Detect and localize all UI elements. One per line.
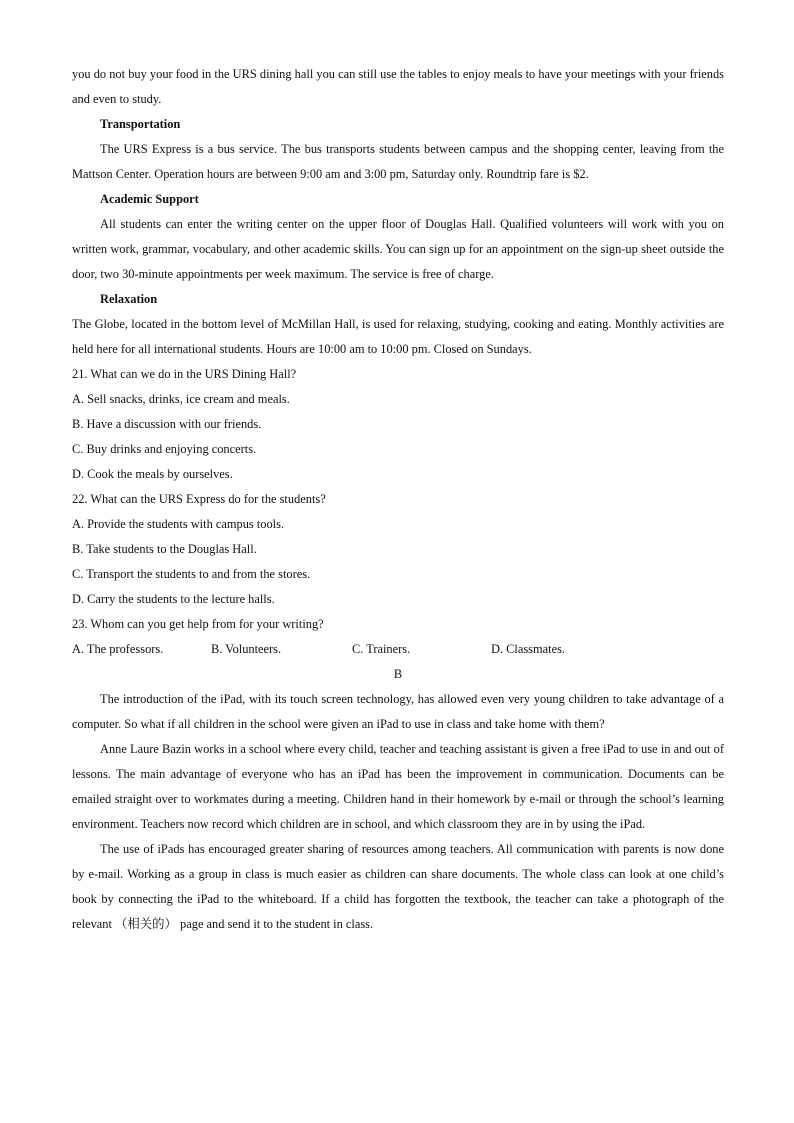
option-a: A. The professors. [72, 642, 164, 656]
passage-b-paragraph: The introduction of the iPad, with its touch screen technology, has allowed even very young children to take advantage of a computer. So what if all children in the school were given an iPad to use in class and take home with them? [72, 692, 724, 731]
option-c: C. Trainers. [352, 642, 411, 656]
question-stem: 21. What can we do in the URS Dining Hall? [72, 367, 297, 381]
passage-b-paragraph: The use of iPads has encouraged greater sharing of resources among teachers. All communication with parents is now done by e-mail. Working as a group in class is much easier as children can share documents. The whole class can look at one child’s book by connecting the iPad to the whiteboard. If a child has forgotten the textbook, the teacher can take a photograph of the relevant （相关的） page and send it to the student in class. [72, 842, 724, 931]
passage-a-intro: you do not buy your food in the URS dining hall you can still use the tables to enjoy meals to have your meetings with your friends and even to study. [72, 67, 724, 106]
option-b: B. Have a discussion with our friends. [72, 417, 262, 431]
section-text-transportation: The URS Express is a bus service. The bus transports students between campus and the shopping center, leaving from the Mattson Center. Operation hours are between 9:00 am and 3:00 pm, Saturday only. Roundtrip fare is $2. [72, 142, 724, 181]
passage-b-paragraph: Anne Laure Bazin works in a school where every child, teacher and teaching assistant is given a free iPad to use in and out of lessons. The main advantage of everyone who has an iPad has been the improvement in communication. Documents can be emailed straight over to workmates during a meeting. Children hand in their homework by e-mail or through the school’s learning environment. Teachers now record which children are in school, and which classroom they are in by using the iPad. [72, 742, 724, 831]
section-text-relaxation: The Globe, located in the bottom level of McMillan Hall, is used for relaxing, studying, cooking and eating. Monthly activities are held here for all international students. Hours are 10:00 am to 10:00 pm. Closed on Sundays. [72, 317, 724, 356]
option-c: C. Transport the students to and from the stores. [72, 567, 311, 581]
option-d: D. Cook the meals by ourselves. [72, 467, 233, 481]
question-stem: 22. What can the URS Express do for the students? [72, 492, 326, 506]
option-a: A. Provide the students with campus tools. [72, 517, 285, 531]
question-21 [72, 362, 724, 487]
question-22 [72, 487, 724, 612]
option-b: B. Take students to the Douglas Hall. [72, 542, 257, 556]
question-stem: 23. Whom can you get help from for your writing? [72, 617, 324, 631]
document-page [72, 62, 724, 937]
passage-b-label: B [393, 667, 403, 681]
section-heading-relaxation: Relaxation [100, 292, 158, 306]
options-row [72, 637, 724, 662]
option-b: B. Volunteers. [211, 642, 282, 656]
question-23 [72, 612, 724, 662]
option-c: C. Buy drinks and enjoying concerts. [72, 442, 257, 456]
option-a: A. Sell snacks, drinks, ice cream and meals. [72, 392, 290, 406]
section-heading-academic-support: Academic Support [100, 192, 199, 206]
section-heading-transportation: Transportation [100, 117, 181, 131]
option-d: D. Classmates. [491, 642, 565, 656]
option-d: D. Carry the students to the lecture halls. [72, 592, 275, 606]
section-text-academic-support: All students can enter the writing center on the upper floor of Douglas Hall. Qualified volunteers will work with you on written work, grammar, vocabulary, and other academic skills. You can sign up for an appointment on the sign-up sheet outside the door, two 30-minute appointments per week maximum. The service is free of charge. [72, 217, 724, 281]
